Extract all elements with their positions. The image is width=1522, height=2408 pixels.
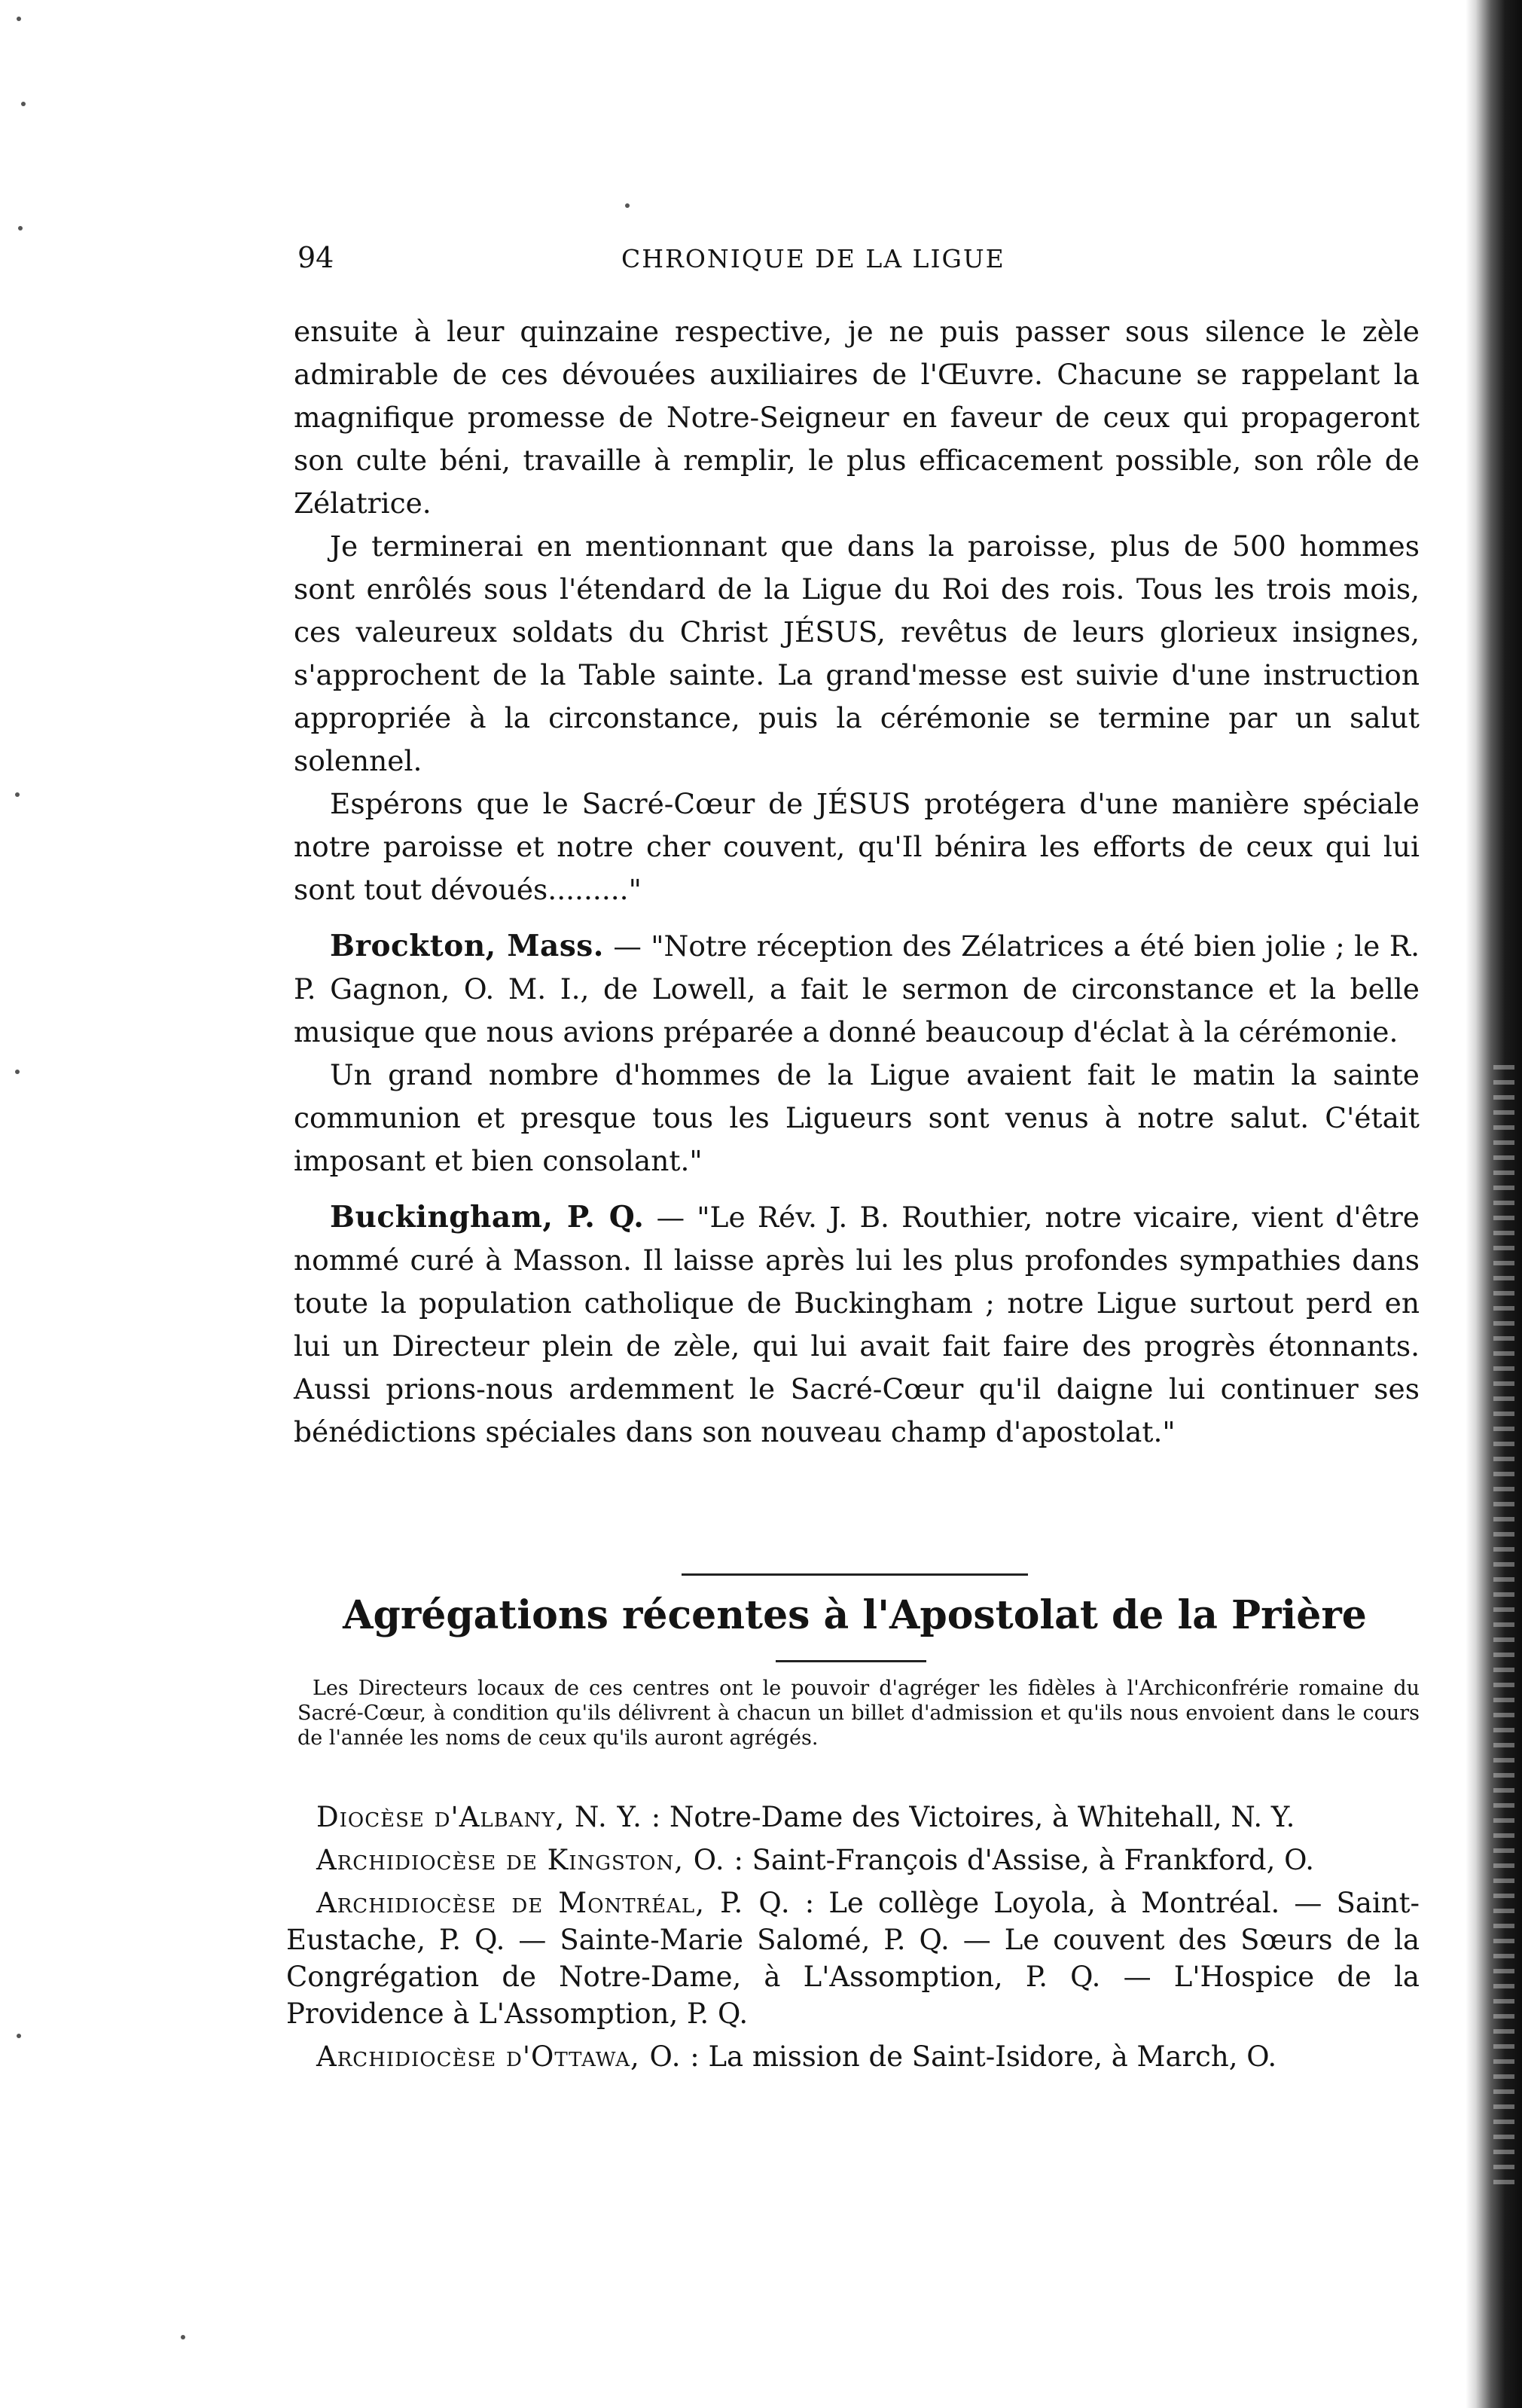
report-brockton	[294, 925, 1420, 1054]
paragraph: ensuite à leur quinzaine respective, je ne puis passer sous silence le zèle admirable de ces dévouées auxiliaires de l'Œuvre. Chacune se rappelant la magnifique promesse de Notre-Seigneur en faveur de ceux qui propageront son culte béni, travaille à remplir, le plus efficacement possible, son rôle de Zélatrice.	[294, 315, 1420, 520]
scan-speck	[18, 226, 23, 230]
page-number: 94	[297, 241, 334, 274]
paragraph: Un grand nombre d'hommes de la Ligue avaient fait le matin la sainte communion et presque tous les Ligueurs sont venus à notre salut. C'était imposant et bien consolant."	[294, 1058, 1420, 1177]
aggregation-text: : Notre-Dame des Victoires, à Whitehall, N. Y.	[651, 1801, 1295, 1833]
scan-speck	[181, 2335, 185, 2339]
scan-speck	[15, 792, 20, 797]
aggregation-entry	[286, 1799, 1420, 1836]
diocese-name: Archidiocèse de Montréal, P. Q.	[316, 1887, 791, 1919]
aggregation-text: : La mission de Saint-Isidore, à March, O.	[690, 2040, 1277, 2073]
aggregation-entry	[286, 2038, 1420, 2075]
section-divider	[682, 1573, 1028, 1576]
aggregation-entry	[286, 1885, 1420, 2032]
place-name: Buckingham, P. Q.	[330, 1200, 645, 1235]
place-name: Brockton, Mass.	[330, 929, 604, 963]
scan-speck	[625, 203, 630, 208]
paragraph: Je terminerai en mentionnant que dans la paroisse, plus de 500 hommes sont enrôlés sous l'étendard de la Ligue du Roi des rois. Tous les trois mois, ces valeureux soldats du Christ JÉSUS, revêtus de leurs glorieux insignes, s'approchent de la Table sainte. La grand'messe est suivie d'une instruction appropriée à la circonstance, puis la cérémonie se termine par un salut solennel.	[294, 530, 1420, 777]
aggregation-entry	[286, 1842, 1420, 1878]
scan-speck	[17, 17, 21, 21]
aggregation-text: : Le collège Loyola, à Montréal. — Saint-Eustache, P. Q. — Sainte-Marie Salomé, P. Q. — Le couvent des Sœurs de la Congrégation de Notre-Dame, à L'Assomption, P. Q. — L'Hospice de la Providence à L'Assomption, P. Q.	[286, 1887, 1420, 2030]
diocese-name: Archidiocèse d'Ottawa, O.	[316, 2040, 682, 2073]
scan-speck	[15, 1070, 20, 1074]
aggregation-list	[286, 1793, 1420, 2075]
report-buckingham	[294, 1196, 1420, 1454]
section-title: Agrégations récentes à l'Apostolat de la Prière	[343, 1592, 1367, 1638]
report-text: — "Notre réception des Zélatrices a été bien jolie ; le R. P. Gagnon, O. M. I., de Lowell, a fait le sermon de circonstance et la belle musique que nous avions préparée a donné beaucoup d'éclat à la cérémonie.	[294, 929, 1420, 1048]
diocese-name: Diocèse d'Albany, N. Y.	[316, 1801, 642, 1833]
scan-speck	[21, 102, 26, 106]
page-edge-texture	[1493, 1054, 1514, 2184]
title-underline	[776, 1660, 926, 1662]
running-head: CHRONIQUE DE LA LIGUE	[621, 244, 1005, 273]
page-header	[297, 241, 1412, 286]
paragraph: Espérons que le Sacré-Cœur de JÉSUS protégera d'une manière spéciale notre paroisse et notre cher couvent, qu'Il bénira les efforts de ceux qui lui sont tout dévoués........."	[294, 787, 1420, 906]
section-notice: Les Directeurs locaux de ces centres ont le pouvoir d'agréger les fidèles à l'Archiconfrérie romaine du Sacré-Cœur, à condition qu'ils délivrent à chacun un billet d'admission et qu'ils nous envoient dans le cours de l'année les noms de ceux qu'ils auront agrégés.	[297, 1677, 1420, 1750]
scan-speck	[17, 2034, 21, 2038]
report-text: — "Le Rév. J. B. Routhier, notre vicaire, vient d'être nommé curé à Masson. Il laisse après lui les plus profondes sympathies dans toute la population catholique de Buckingham ; notre Ligue surtout perd en lui un Directeur plein de zèle, qui lui avait fait faire des progrès étonnants. Aussi prions-nous ardemment le Sacré-Cœur qu'il daigne lui continuer ses bénédictions spéciales dans son nouveau champ d'apostolat."	[294, 1201, 1420, 1448]
diocese-name: Archidiocèse de Kingston, O.	[316, 1844, 725, 1876]
article-body	[294, 310, 1420, 1454]
aggregation-text: : Saint-François d'Assise, à Frankford, O.	[734, 1844, 1315, 1876]
